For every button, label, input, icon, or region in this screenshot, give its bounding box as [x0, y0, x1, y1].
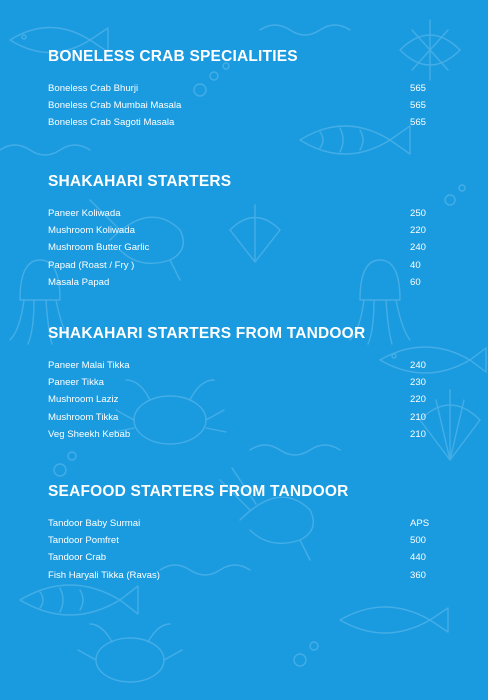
- menu-item-name: Veg Sheekh Kebab: [48, 428, 131, 440]
- menu-item: [48, 257, 440, 274]
- menu-item-name: Tandoor Pomfret: [48, 535, 119, 547]
- menu-item: [48, 374, 440, 391]
- menu-item-name: Paneer Koliwada: [48, 208, 121, 220]
- menu-item-price: 60: [410, 276, 421, 288]
- section-title: BONELESS CRAB SPECIALITIES: [48, 48, 298, 65]
- menu-item: [48, 97, 440, 114]
- menu-item: [48, 549, 440, 566]
- menu-item-price: 440: [410, 552, 427, 564]
- section-title: SHAKAHARI STARTERS: [48, 173, 232, 190]
- menu-item-price: 240: [410, 242, 427, 254]
- menu-item: [48, 391, 440, 408]
- menu-item-name: Paneer Malai Tikka: [48, 360, 130, 372]
- menu-item-price: 220: [410, 225, 427, 237]
- menu-item-price: APS: [410, 518, 430, 530]
- menu-item-price: 230: [410, 377, 427, 389]
- menu-item-price: 220: [410, 394, 427, 406]
- menu-item-price: 360: [410, 569, 427, 581]
- menu-item-name: Masala Papad: [48, 276, 110, 288]
- menu-item-price: 565: [410, 100, 427, 112]
- menu-item-name: Tandoor Crab: [48, 552, 107, 564]
- menu-item-name: Boneless Crab Sagoti Masala: [48, 117, 175, 129]
- menu-item-price: 500: [410, 535, 427, 547]
- menu-item: [48, 515, 440, 532]
- menu-item-name: Mushroom Tikka: [48, 411, 119, 423]
- menu-item-name: Mushroom Butter Garlic: [48, 242, 150, 254]
- menu-item-price: 210: [410, 428, 427, 440]
- menu-item-name: Paneer Tikka: [48, 377, 104, 389]
- section-shakahari-starters: [48, 173, 440, 291]
- menu-item-price: 240: [410, 360, 427, 372]
- menu-item-name: Tandoor Baby Surmai: [48, 518, 141, 530]
- menu-item: [48, 274, 440, 291]
- section-seafood-starters-from-tandoor: [48, 483, 440, 584]
- menu-item: [48, 222, 440, 239]
- menu-item-name: Mushroom Koliwada: [48, 225, 135, 237]
- menu-item-name: Mushroom Laziz: [48, 394, 119, 406]
- menu-item: [48, 357, 440, 374]
- section-boneless-crab-specialities: [48, 48, 440, 132]
- menu-item: [48, 205, 440, 222]
- section-title: SHAKAHARI STARTERS FROM TANDOOR: [48, 325, 366, 342]
- section-title: SEAFOOD STARTERS FROM TANDOOR: [48, 483, 349, 500]
- menu-item-price: 565: [410, 83, 427, 95]
- menu-item: [48, 426, 440, 443]
- menu-item-name: Boneless Crab Mumbai Masala: [48, 100, 182, 112]
- menu-item-price: 250: [410, 208, 427, 220]
- menu-item: [48, 567, 440, 584]
- menu-item-name: Boneless Crab Bhurji: [48, 83, 139, 95]
- menu-item-price: 40: [410, 259, 421, 271]
- menu-item: [48, 239, 440, 256]
- menu-item-name: Fish Haryali Tikka (Ravas): [48, 569, 160, 581]
- menu-item: [48, 114, 440, 131]
- section-shakahari-starters-from-tandoor: [48, 325, 440, 443]
- menu-item: [48, 532, 440, 549]
- menu-item: [48, 409, 440, 426]
- menu-item: [48, 80, 440, 97]
- menu-item-price: 210: [410, 411, 427, 423]
- menu-item-price: 565: [410, 117, 427, 129]
- menu-item-name: Papad (Roast / Fry ): [48, 259, 135, 271]
